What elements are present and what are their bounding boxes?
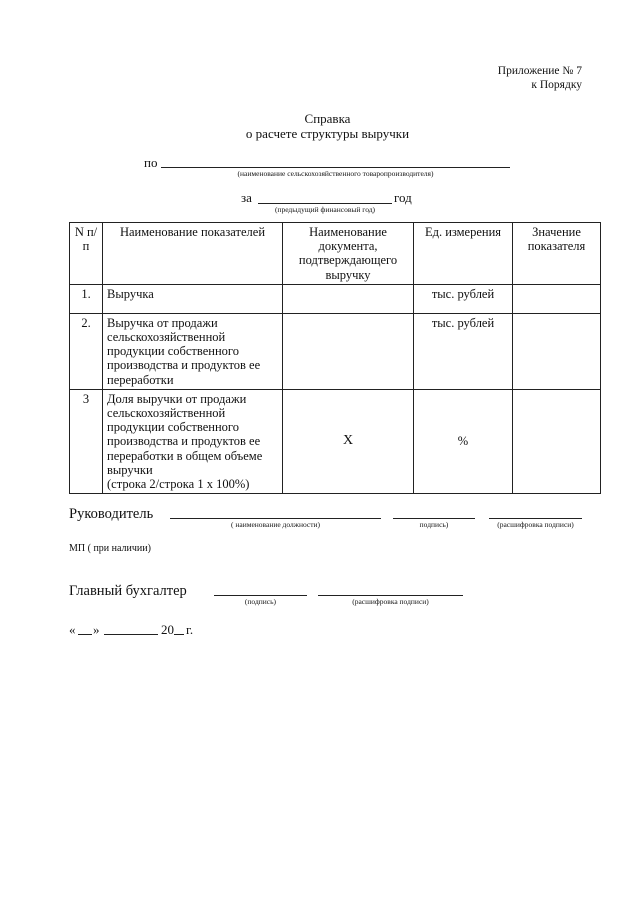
table-row [70,389,601,493]
row-3-num: 3 [70,389,103,493]
document-title [0,111,640,141]
header-num: N п/п [70,223,103,285]
head-position-field[interactable] [170,518,381,519]
row-1-name: Выручка [103,284,283,313]
row-3-name-cell [103,389,283,493]
table-row [70,284,601,313]
financial-year-caption: (предыдущий финансовый год) [274,205,376,214]
row-1-num: 1. [70,284,103,313]
row-3-name: Доля выручки от продажи сельскохозяйственной продукции собственного производства и продуктов ее переработки в общем объеме выручки [107,391,263,477]
year-suffix: год [394,190,412,205]
table-row [70,313,601,389]
head-signature-caption: подпись) [419,520,449,529]
row-1-value-cell[interactable] [513,284,601,313]
header-value: Значение показателя [513,223,601,285]
row-3-unit: % [414,389,513,493]
stamp-note: МП ( при наличии) [69,543,151,554]
title-line-1: Справка [304,111,351,126]
head-signature-field[interactable] [393,518,475,519]
accountant-signature-field[interactable] [214,595,307,596]
date-day-field[interactable] [78,634,92,635]
organization-name-field[interactable] [161,167,510,168]
accountant-label: Главный бухгалтер [69,583,187,599]
row-1-unit: тыс. рублей [414,284,513,313]
date-month-field[interactable] [104,634,158,635]
date-year-suffix: г. [186,622,194,637]
head-decode-caption: (расшифровка подписи) [497,520,574,529]
row-3-formula: (строка 2/строка 1 х 100%) [107,477,250,492]
date-year-field[interactable] [174,634,184,635]
revenue-structure-table [69,222,601,494]
row-2-name: Выручка от продажи сельскохозяйственной продукции собственного производства и продуктов ее переработки [103,313,283,389]
accountant-decode-field[interactable] [318,595,463,596]
head-decode-field[interactable] [489,518,582,519]
row-2-num: 2. [70,313,103,389]
header-unit: Ед. измерения [414,223,513,285]
appendix-line-1: Приложение № 7 [497,65,582,77]
date-year-prefix: 20 [161,622,174,637]
row-2-value-cell[interactable] [513,313,601,389]
financial-year-field[interactable] [258,203,392,204]
organization-name-caption: (наименование сельскохозяйственного товаропроизводителя) [237,169,434,178]
date-open-quote: « [69,622,76,637]
row-3-document-x: Х [283,389,414,493]
accountant-decode-caption: (расшифровка подписи) [352,597,429,606]
year-prefix: за [241,190,252,205]
row-2-document-cell[interactable] [283,313,414,389]
row-1-document-cell[interactable] [283,284,414,313]
table-header-row [70,223,601,285]
header-name: Наименование показателей [103,223,283,285]
header-document: Наименование документа, подтверждающего выручку [283,223,414,285]
accountant-signature-caption: (подпись) [244,597,277,606]
by-prefix: по [144,155,158,170]
appendix-line-2: к Порядку [531,79,582,91]
head-position-caption: ( наименование должности) [230,520,321,529]
title-line-2: о расчете структуры выручки [245,126,410,141]
row-3-value-cell[interactable] [513,389,601,493]
row-2-unit: тыс. рублей [414,313,513,389]
head-label: Руководитель [69,506,154,522]
date-close-quote: » [93,622,100,637]
appendix-note [498,64,582,92]
